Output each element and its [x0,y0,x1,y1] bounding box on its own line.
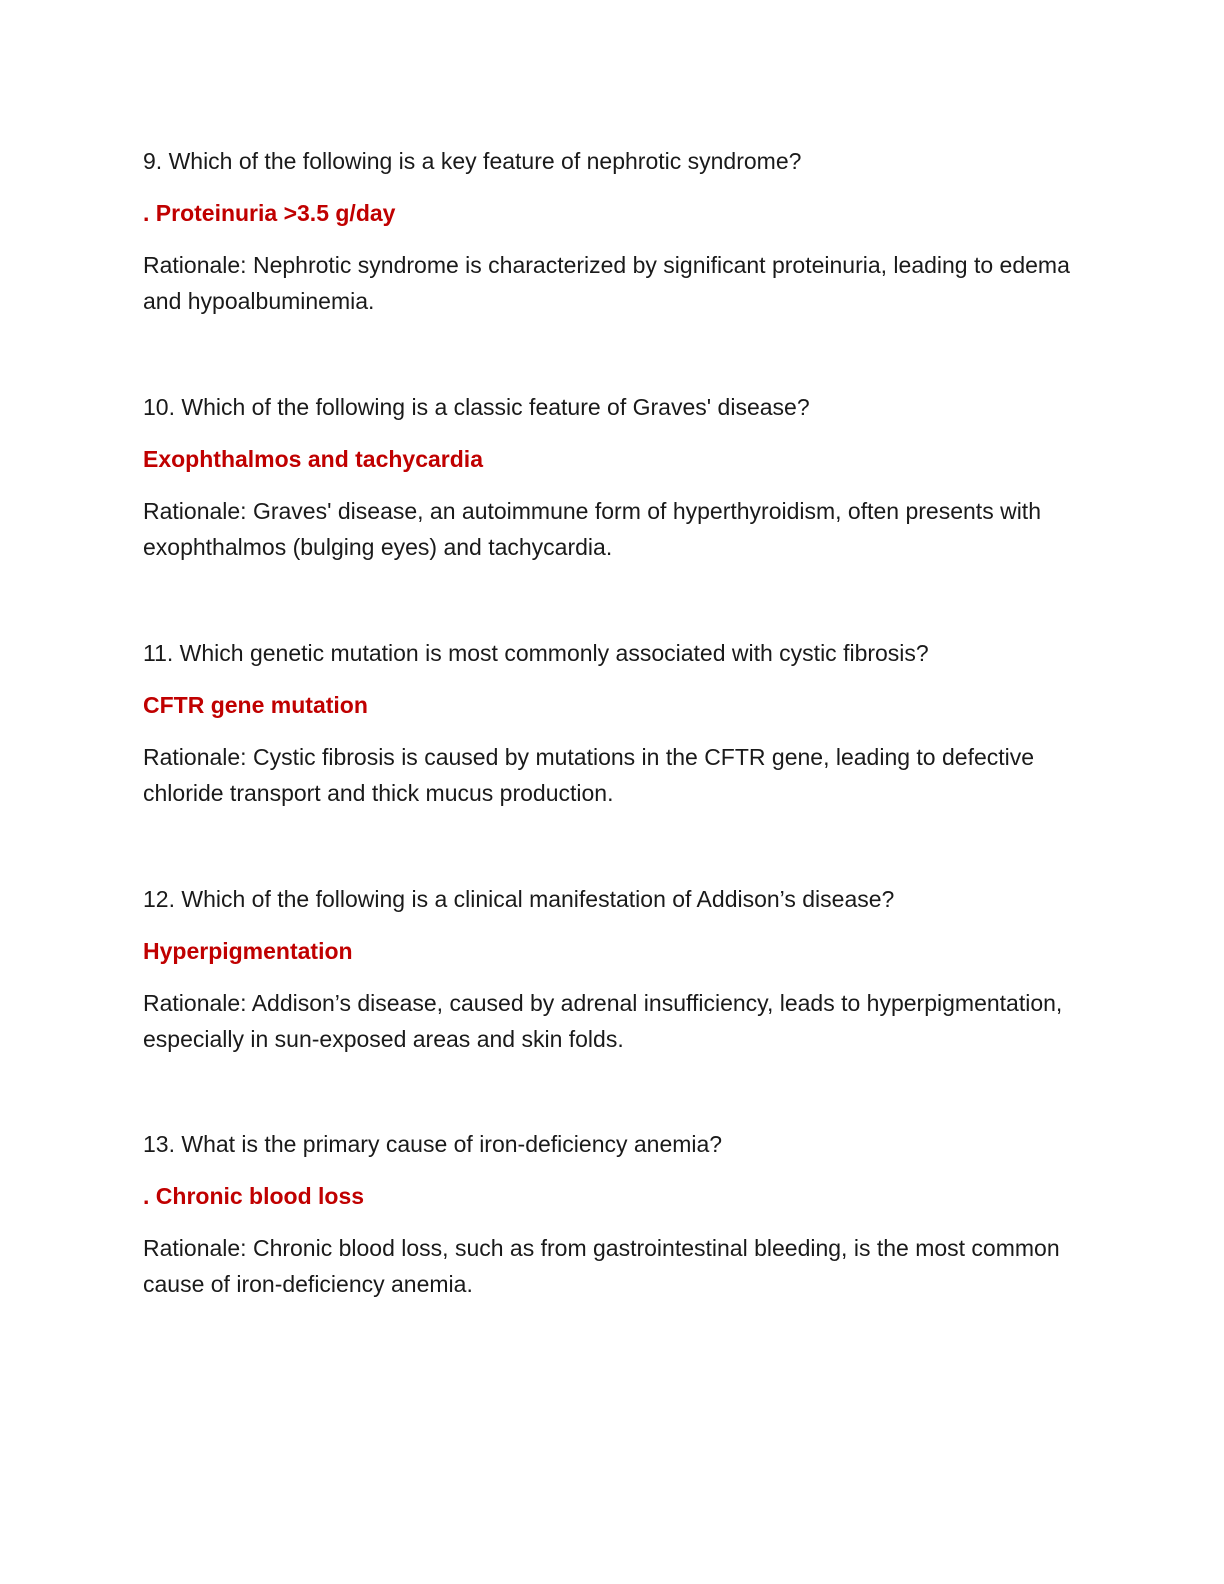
answer-text: . Proteinuria >3.5 g/day [143,200,396,226]
question-text: 10. Which of the following is a classic feature of Graves' disease? [143,394,810,420]
question-text: 12. Which of the following is a clinical manifestation of Addison’s disease? [143,886,895,912]
answer-text: CFTR gene mutation [143,692,368,718]
rationale-text: Rationale: Addison’s disease, caused by adrenal insufficiency, leads to hyperpigmentation, especially in sun-exposed areas and skin folds. [143,990,1063,1052]
answer-text: . Chronic blood loss [143,1183,365,1209]
qa-item-11 [143,635,1083,811]
answer-text: Hyperpigmentation [143,938,353,964]
question-text: 9. Which of the following is a key feature of nephrotic syndrome? [143,148,802,174]
question-text: 11. Which genetic mutation is most commonly associated with cystic fibrosis? [143,640,929,666]
rationale-text: Rationale: Chronic blood loss, such as from gastrointestinal bleeding, is the most common cause of iron-deficiency anemia. [143,1235,1060,1297]
rationale-text: Rationale: Cystic fibrosis is caused by mutations in the CFTR gene, leading to defective chloride transport and thick mucus production. [143,744,1035,806]
answer-text: Exophthalmos and tachycardia [143,446,483,472]
qa-item-10 [143,389,1083,565]
qa-item-12 [143,881,1083,1057]
qa-item-13 [143,1126,1083,1302]
question-text: 13. What is the primary cause of iron-deficiency anemia? [143,1131,723,1157]
rationale-text: Rationale: Graves' disease, an autoimmune form of hyperthyroidism, often presents with exophthalmos (bulging eyes) and tachycardia. [143,498,1041,560]
qa-item-9 [143,143,1083,319]
rationale-text: Rationale: Nephrotic syndrome is characterized by significant proteinuria, leading to edema and hypoalbuminemia. [143,252,1070,314]
